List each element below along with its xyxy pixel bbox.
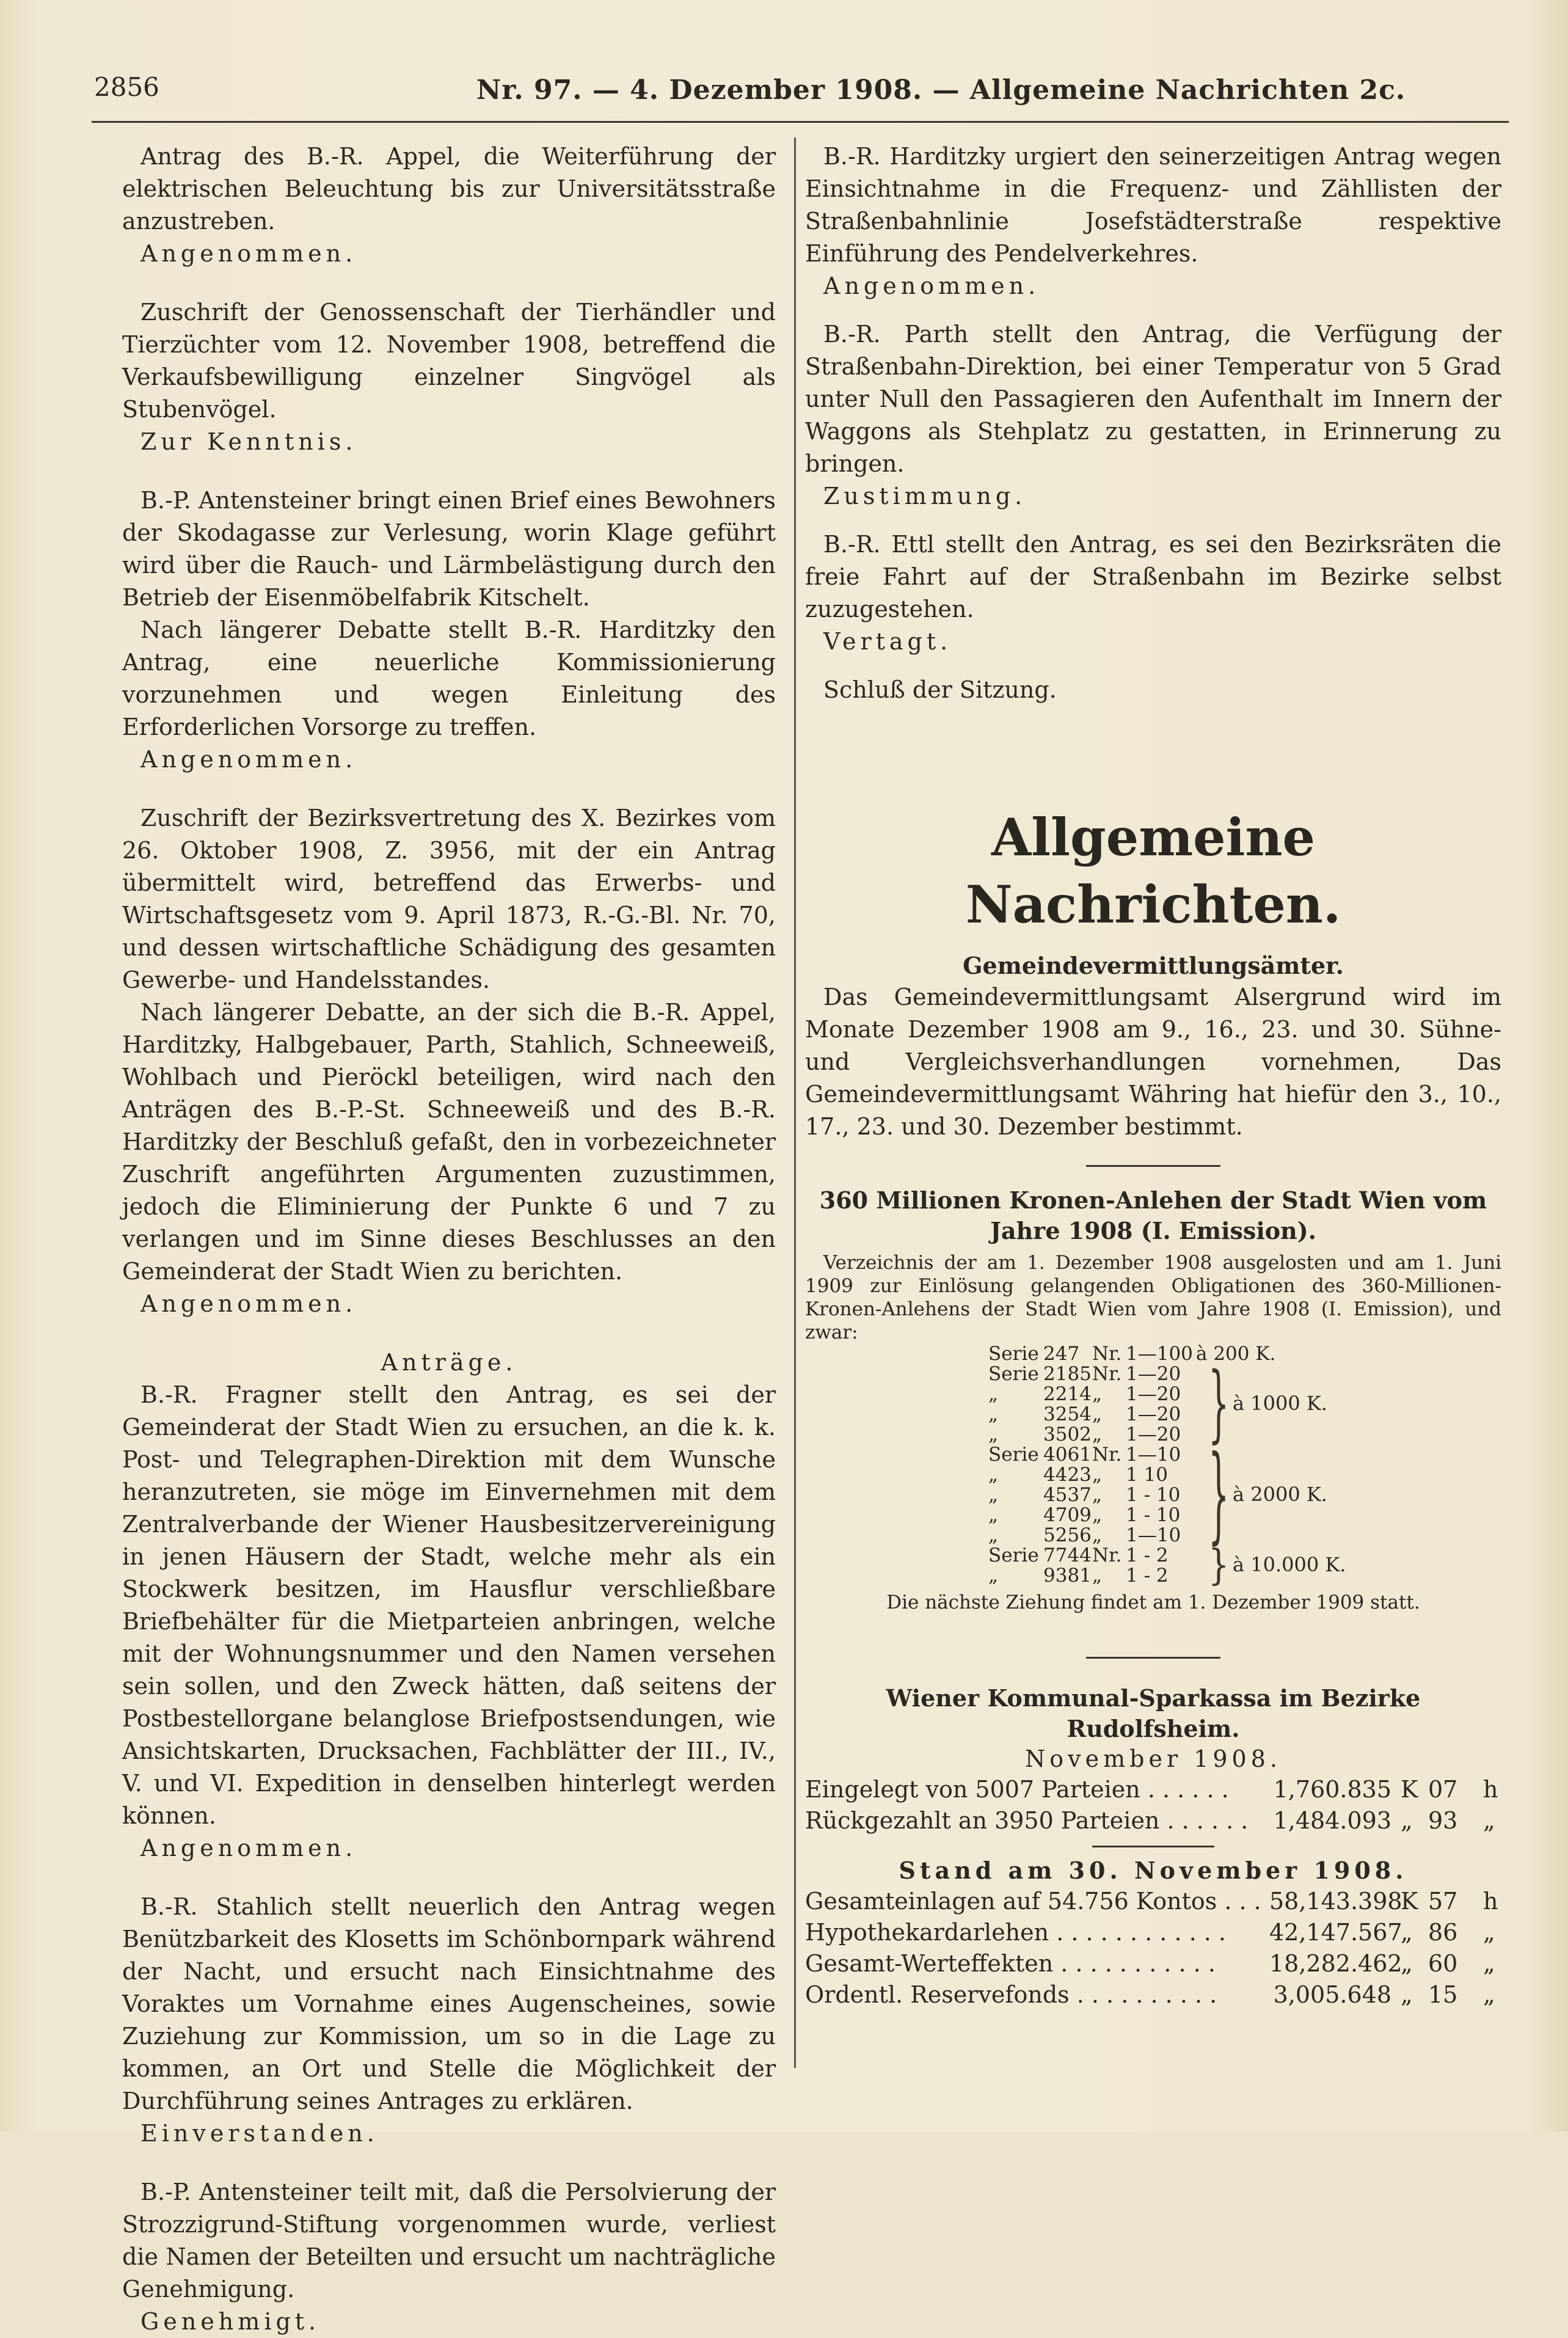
paragraph: Nach längerer Debatte, an der sich die B.-R. Appel, Harditzky, Halbgebauer, Parth, Stahlich, Schneeweiß, Wohlbach und Pieröckl beteiligen, wird nach den Anträgen des B.-P.-St. Schneeweiß und des B.-R. Harditzky der Beschluß gefaßt, den in vorbezeichneter Zuschrift angeführten Argumenten zuzustimmen, jedoch die Eliminierung der Punkte 6 und 7 zu verlangen und im Sinne dieses Beschlusses an den Gemeinderat der Stadt Wien zu berichten.: [122, 999, 776, 1285]
stand-title: Stand am 30. November 1908.: [899, 1857, 1408, 1884]
series-row: [805, 1465, 1501, 1485]
cell-h: „: [1483, 1919, 1495, 1946]
resolution: Angenommen.: [140, 1290, 357, 1317]
cell-h: h: [1483, 1776, 1498, 1803]
running-title: Nr. 97. — 4. Dezember 1908. — Allgemeine Nachrichten 2c.: [476, 75, 1406, 106]
resolution: Zur Kenntnis.: [140, 428, 357, 455]
table-row: [805, 1885, 1501, 1916]
resolution: Vertagt.: [823, 628, 952, 655]
next-draw-note: Die nächste Ziehung findet am 1. Dezember 1909 statt.: [886, 1591, 1420, 1613]
brace: }: [1208, 1540, 1230, 1590]
resolution: Angenommen.: [140, 1835, 357, 1861]
cell-cents: 15: [1428, 1981, 1458, 2008]
series-num: 5256: [1043, 1524, 1092, 1546]
section-heading-antraege: Anträge.: [381, 1349, 517, 1376]
series-nr: Nr.: [1092, 1343, 1122, 1365]
paragraph: B.-R. Harditzky urgiert den seinerzeitigen Antrag wegen Einsichtnahme in die Frequenz- und Zähllisten der Straßenbahnlinie Josefstädterstraße respektive Einführung des Pendelverkehres.: [805, 143, 1501, 267]
series-nr: „: [1092, 1423, 1103, 1445]
brace: }: [1208, 1433, 1230, 1555]
bank-table: [805, 1774, 1501, 1836]
series-num: 247: [1043, 1343, 1080, 1365]
series-table: [805, 1343, 1501, 1590]
cell-cents: 07: [1428, 1776, 1458, 1803]
group-value: à 2000 K.: [1233, 1482, 1327, 1506]
series-label: Serie: [988, 1363, 1039, 1385]
series-nr: „: [1092, 1383, 1103, 1405]
series-nr: „: [1092, 1403, 1103, 1425]
cell-amount: 1,484.093: [1273, 1807, 1391, 1834]
series-num: 4537: [1043, 1484, 1092, 1506]
paragraph: B.-R. Stahlich stellt neuerlich den Antrag wegen Benützbarkeit des Klosetts im Schönbornpark während der Nacht, und ersucht nach Einsichtnahme des Voraktes um Vornahme eines Augenscheines, sowie Zuziehung zur Kommission, um so in die Lage zu kommen, an Ort und Stelle die Möglichkeit der Durchführung seines Antrages zu erklären.: [122, 1893, 776, 2114]
series-row: [805, 1482, 1501, 1506]
series-nr: „: [1092, 1464, 1103, 1486]
table-row: [805, 1774, 1501, 1805]
cell-amount: 1,760.835: [1273, 1776, 1391, 1803]
cell-unit: K: [1401, 1888, 1418, 1915]
series-num: 7744: [1043, 1544, 1092, 1566]
series-nr: „: [1092, 1484, 1103, 1506]
stand-table: [805, 1885, 1501, 2010]
series-range: 1—10: [1126, 1524, 1181, 1546]
section-title: Allgemeine Nachrichten.: [965, 807, 1341, 935]
paragraph: Das Gemeindevermittlungsamt Alsergrund wird im Monate Dezember 1908 am 9., 16., 23. und 30. Sühne- und Vergleichsverhandlungen vornehmen, Das Gemeindevermittlungsamt Währing hat hiefür den 3., 10., 17., 23. und 30. Dezember bestimmt.: [805, 984, 1501, 1140]
cell-label: Gesamteinlagen auf 54.756 Kontos . . .: [805, 1888, 1261, 1915]
paragraph: Zuschrift der Genossenschaft der Tierhändler und Tierzüchter vom 12. November 1908, betreffend die Verkaufsbewilligung einzelner Singvögel als Stubenvögel.: [122, 299, 776, 423]
resolution: Einverstanden.: [140, 2120, 379, 2147]
series-label: „: [988, 1504, 999, 1526]
resolution: Genehmigt.: [140, 2308, 321, 2335]
paragraph: B.-R. Fragner stellt den Antrag, es sei der Gemeinderat der Stadt Wien zu ersuchen, an die k. k. Post- und Telegraphen-Direktion mit dem Wunsche heranzutreten, sie möge im Einvernehmen mit dem Zentralverbande der Wiener Hausbesitzervereinigung in jenen Häusern der Stadt, welche mehr als ein Stockwerk besitzen, im Hausflur verschließbare Briefbehälter für die Mietparteien anbringen, welche mit der Wohnungsnummer und den Namen versehen sein sollen, und den Zweck hätten, daß seitens der Postbestellorgane belanglose Briefpostsendungen, wie Ansichtskarten, Drucksachen, Fachblätter der III., IV., V. und VI. Expedition in denselben hinterlegt werden können.: [122, 1381, 776, 1829]
paragraph: Zuschrift der Bezirksvertretung des X. Bezirkes vom 26. Oktober 1908, Z. 3956, mit der ein Antrag übermittelt wird, betreffend das Erwerbs- und Wirtschaftsgesetz vom 9. April 1873, R.-G.-Bl. Nr. 70, und dessen wirtschaftliche Schädigung des gesamten Gewerbe- und Handelsstandes.: [122, 805, 776, 993]
cell-amount: 58,143.398: [1269, 1888, 1402, 1915]
series-range: 1 10: [1126, 1464, 1169, 1486]
cell-amount: 3,005.648: [1273, 1981, 1391, 2008]
series-range: 1 - 2: [1126, 1565, 1169, 1587]
cell-label: Eingelegt von 5007 Parteien . . . . . .: [805, 1776, 1229, 1803]
paragraph: B.-R. Parth stellt den Antrag, die Verfügung der Straßenbahn-Direktion, bei einer Temperatur von 5 Grad unter Null den Passagieren den Aufenthalt im Innern der Waggons als Stehplatz zu gestatten, in Erinnerung zu bringen.: [805, 321, 1501, 477]
series-nr: Nr.: [1092, 1544, 1122, 1566]
column-divider: [794, 137, 796, 2068]
series-range: 1—10: [1126, 1444, 1181, 1466]
resolution: Zustimmung.: [823, 483, 1027, 510]
series-row: [805, 1445, 1501, 1465]
series-label: „: [988, 1565, 999, 1587]
series-nr: Nr.: [1092, 1444, 1122, 1466]
series-label: Serie: [988, 1444, 1039, 1466]
table-row: [805, 1948, 1501, 1979]
paragraph: B.-R. Ettl stellt den Antrag, es sei den Bezirksräten die freie Fahrt auf der Straßenbahn im Bezirke selbst zuzugestehen.: [805, 531, 1501, 623]
series-label: Serie: [988, 1544, 1039, 1566]
header-rule: [92, 121, 1509, 123]
cell-unit: „: [1401, 1807, 1413, 1834]
cell-cents: 57: [1428, 1888, 1458, 1915]
page-number: 2856: [94, 72, 159, 102]
series-row: [805, 1364, 1501, 1384]
cell-cents: 86: [1428, 1919, 1458, 1946]
series-row: [805, 1405, 1501, 1425]
cell-label: Hypothekardarlehen . . . . . . . . . . . .: [805, 1919, 1227, 1946]
resolution: Angenommen.: [823, 272, 1040, 299]
series-row: [805, 1425, 1501, 1445]
series-nr: „: [1092, 1565, 1103, 1587]
right-column: [805, 141, 1501, 2010]
series-nr: „: [1092, 1524, 1103, 1546]
series-range: 1—20: [1126, 1383, 1181, 1405]
cell-label: Rückgezahlt an 3950 Parteien . . . . . .: [805, 1807, 1249, 1834]
series-row: [805, 1384, 1501, 1405]
series-nr: „: [1092, 1504, 1103, 1526]
series-num: 3502: [1043, 1423, 1092, 1445]
series-label: „: [988, 1403, 999, 1425]
resolution: Angenommen.: [140, 746, 357, 773]
cell-unit: „: [1401, 1919, 1413, 1946]
series-num: 4423: [1043, 1464, 1092, 1486]
paragraph: B.-P. Antensteiner bringt einen Brief eines Bewohners der Skodagasse zur Verlesung, worin Klage geführt wird über die Rauch- und Lärmbelästigung durch den Betrieb der Eisenmöbelfabrik Kitschelt.: [122, 487, 776, 611]
page-header: [73, 72, 1503, 115]
subsection-title: Gemeindevermittlungsämter.: [963, 952, 1344, 979]
table-row: [805, 1979, 1501, 2010]
cell-h: h: [1483, 1888, 1498, 1915]
series-num: 4061: [1043, 1444, 1092, 1466]
series-label: „: [988, 1423, 999, 1445]
cell-cents: 93: [1428, 1807, 1458, 1834]
series-row: [805, 1525, 1501, 1546]
series-nr: Nr.: [1092, 1363, 1122, 1385]
series-num: 4709: [1043, 1504, 1092, 1526]
series-label: „: [988, 1524, 999, 1546]
series-label: „: [988, 1484, 999, 1506]
cell-unit: „: [1401, 1950, 1413, 1977]
cell-label: Gesamt-Werteffekten . . . . . . . . . . .: [805, 1950, 1216, 1977]
cell-h: „: [1483, 1807, 1495, 1834]
series-row: [805, 1505, 1501, 1525]
brace: }: [1208, 1354, 1230, 1452]
series-range: 1—20: [1126, 1423, 1181, 1445]
series-range: 1—20: [1126, 1403, 1181, 1425]
bank-title: Wiener Kommunal-Sparkassa im Bezirke Rudolfsheim.: [886, 1684, 1421, 1742]
series-label: Serie: [988, 1343, 1039, 1365]
series-num: 2214: [1043, 1383, 1092, 1405]
series-range: 1 - 2: [1126, 1544, 1169, 1566]
cell-h: „: [1483, 1981, 1495, 2008]
cell-amount: 42,147.567: [1269, 1919, 1402, 1946]
series-row: [805, 1344, 1501, 1364]
table-row: [805, 1916, 1501, 1948]
left-column: [122, 141, 776, 2338]
paragraph: Nach längerer Debatte stellt B.-R. Harditzky den Antrag, eine neuerliche Kommissionierung vorzunehmen und wegen Einleitung des Erforderlichen Vorsorge zu treffen.: [122, 616, 776, 740]
loan-title: 360 Millionen Kronen-Anlehen der Stadt Wien vom Jahre 1908 (I. Emission).: [819, 1186, 1487, 1244]
series-range: 1—100: [1126, 1343, 1193, 1365]
series-label: „: [988, 1464, 999, 1486]
series-label: „: [988, 1383, 999, 1405]
group-value: à 10.000 K.: [1233, 1553, 1346, 1576]
bank-month: November 1908.: [1025, 1745, 1282, 1772]
series-row: [805, 1546, 1501, 1566]
cell-unit: „: [1401, 1981, 1413, 2008]
cell-amount: 18,282.462: [1269, 1950, 1402, 1977]
closing-line: Schluß der Sitzung.: [823, 676, 1057, 703]
series-value: à 200 K.: [1196, 1343, 1276, 1365]
cell-cents: 60: [1428, 1950, 1458, 1977]
series-num: 2185: [1043, 1363, 1092, 1385]
group-value: à 1000 K.: [1233, 1392, 1327, 1415]
series-range: 1 - 10: [1126, 1504, 1181, 1526]
series-row: [805, 1566, 1501, 1586]
series-range: 1—20: [1126, 1363, 1181, 1385]
cell-h: „: [1483, 1950, 1495, 1977]
paragraph: B.-P. Antensteiner teilt mit, daß die Persolvierung der Strozzigrund-Stiftung vorgenommen wurde, verliest die Namen der Beteilten und ersucht um nachträgliche Genehmigung.: [122, 2179, 776, 2303]
series-num: 9381: [1043, 1565, 1092, 1587]
cell-unit: K: [1401, 1776, 1418, 1803]
paragraph: Antrag des B.-R. Appel, die Weiterführung der elektrischen Beleuchtung bis zur Universitätsstraße anzustreben.: [122, 143, 776, 235]
series-range: 1 - 10: [1126, 1484, 1181, 1506]
loan-intro: Verzeichnis der am 1. Dezember 1908 ausgelosten und am 1. Juni 1909 zur Einlösung gelangenden Obligationen des 360-Millionen-Kronen-Anlehens der Stadt Wien vom Jahre 1908 (I. Emission), und zwar:: [805, 1252, 1501, 1343]
cell-label: Ordentl. Reservefonds . . . . . . . . . .: [805, 1981, 1217, 2008]
series-num: 3254: [1043, 1403, 1092, 1425]
resolution: Angenommen.: [140, 240, 357, 267]
table-row: [805, 1805, 1501, 1836]
